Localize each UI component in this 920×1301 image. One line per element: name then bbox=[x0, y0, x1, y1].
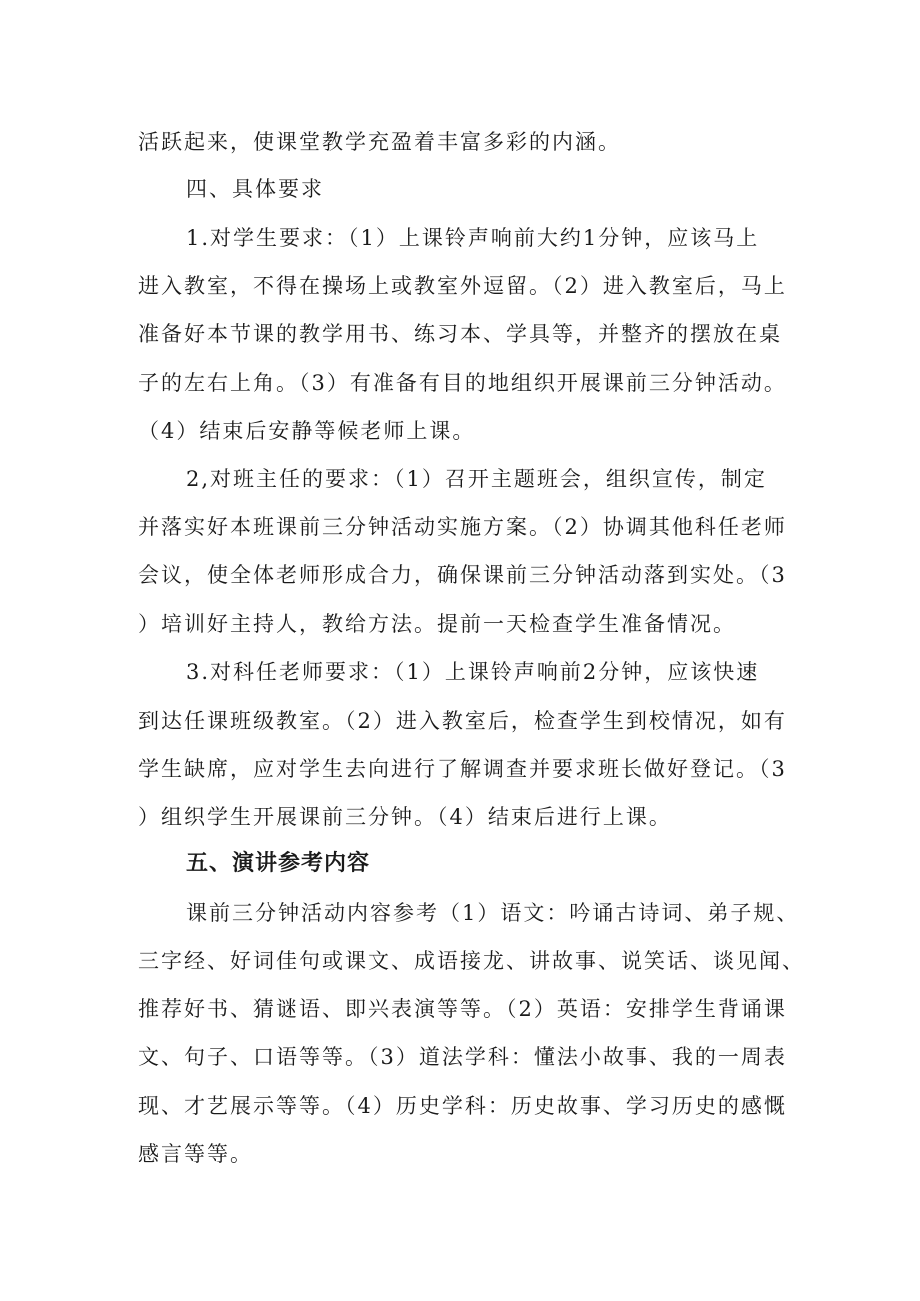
text-line: ）培训好主持人，教给方法。提前一天检查学生准备情况。 bbox=[138, 612, 736, 636]
text-line: 会议，使全体老师形成合力，确保课前三分钟活动落到实处。（3 bbox=[138, 563, 787, 587]
text-line: 准备好本节课的教学用书、练习本、学具等，并整齐的摆放在桌 bbox=[138, 322, 782, 346]
text-line: 1.对学生要求：（1）上课铃声响前大约1分钟，应该马上 bbox=[186, 226, 760, 250]
text-line: ）组织学生开展课前三分钟。（4）结束后进行上课。 bbox=[138, 805, 672, 829]
text-line: 3.对科任老师要求：（1）上课铃声响前2分钟，应该快速 bbox=[186, 660, 760, 684]
text-line: 课前三分钟活动内容参考（1）语文：吟诵古诗词、弟子规、 bbox=[186, 901, 800, 925]
text-line: 推荐好书、猜谜语、即兴表演等等。（2）英语：安排学生背诵课 bbox=[138, 997, 787, 1021]
text-line: 子的左右上角。（3）有准备有目的地组织开展课前三分钟活动。 bbox=[138, 371, 787, 395]
text-line: （4）结束后安静等候老师上课。 bbox=[138, 419, 476, 443]
text-line: 2,对班主任的要求：（1）召开主题班会，组织宣传，制定 bbox=[186, 467, 767, 491]
text-line: 并落实好本班课前三分钟活动实施方案。（2）协调其他科任老师 bbox=[138, 515, 787, 539]
text-line: 活跃起来，使课堂教学充盈着丰富多彩的内涵。 bbox=[138, 130, 621, 154]
text-line: 学生缺席，应对学生去向进行了解调查并要求班长做好登记。（3 bbox=[138, 757, 787, 781]
text-line: 现、才艺展示等等。（4）历史学科：历史故事、学习历史的感慨 bbox=[138, 1094, 787, 1118]
section-heading-5: 五、演讲参考内容 bbox=[186, 851, 371, 876]
text-line: 进入教室，不得在操场上或教室外逗留。（2）进入教室后，马上 bbox=[138, 274, 787, 298]
text-line: 感言等等。 bbox=[138, 1142, 253, 1166]
section-heading-4: 四、具体要求 bbox=[186, 177, 324, 201]
text-line: 三字经、好词佳句或课文、成语接龙、讲故事、说笑话、谈见闻、 bbox=[138, 949, 805, 973]
text-line: 文、句子、口语等等。（3）道法学科：懂法小故事、我的一周表 bbox=[138, 1045, 787, 1069]
text-line: 到达任课班级教室。（2）进入教室后，检查学生到校情况，如有 bbox=[138, 709, 787, 733]
